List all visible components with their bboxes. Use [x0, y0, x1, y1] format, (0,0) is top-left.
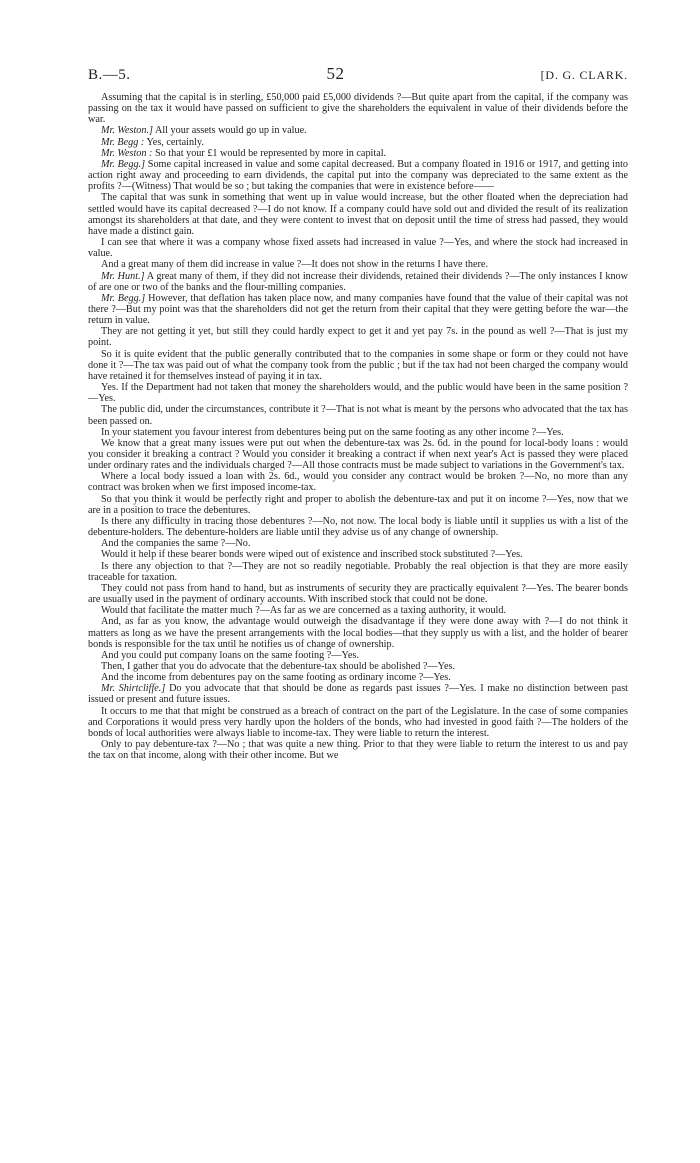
- transcript-paragraph: [88, 192, 628, 237]
- paragraph-text: Would it help if these bearer bonds were wiped out of existence and inscribed stock substituted ?—Yes.: [101, 549, 523, 561]
- paragraph-text: So that your £1 would be represented by more in capital.: [152, 147, 387, 159]
- transcript-body: [88, 92, 628, 761]
- transcript-paragraph: [88, 404, 628, 426]
- paragraph-text: And the companies the same ?—No.: [101, 538, 251, 550]
- speaker-label: Mr. Begg.]: [101, 158, 146, 170]
- transcript-paragraph: [88, 92, 628, 125]
- paragraph-text: They could not pass from hand to hand, but as instruments of security they are practically equivalent ?—Yes. The bearer bonds are usually used in the payment of ordinary accounts. With inscribed stock that could not be done.: [88, 582, 628, 606]
- speaker-label: Mr. Shirtcliffe.]: [101, 683, 166, 695]
- paragraph-text: Yes, certainly.: [144, 136, 204, 148]
- paragraph-text: Is there any difficulty in tracing those debentures ?—No, not now. The local body is liable until it supplies us with a list of the debenture-holders. The debenture-holders are liable until they advise us of any change of ownership.: [88, 515, 628, 539]
- transcript-paragraph: [88, 125, 628, 136]
- paragraph-text: Then, I gather that you do advocate that the debenture-tax should be abolished ?—Yes.: [101, 660, 456, 672]
- transcript-paragraph: [88, 293, 628, 326]
- transcript-paragraph: [88, 538, 628, 549]
- transcript-paragraph: [88, 259, 628, 270]
- transcript-paragraph: [88, 616, 628, 649]
- paragraph-text: And a great many of them did increase in value ?—It does not show in the returns I have there.: [101, 259, 489, 271]
- paragraph-text: Do you advocate that that should be done as regards past issues ?—Yes. I make no distinction between past issued or present and future issues.: [88, 683, 628, 706]
- transcript-paragraph: [88, 561, 628, 583]
- paragraph-text: They are not getting it yet, but still they could hardly expect to get it and yet pay 7s. in the pound as well ?—That is just my point.: [88, 326, 628, 349]
- paragraph-text: And, as far as you know, the advantage would outweigh the disadvantage if they were done away with ?—I do not think it matters as long as we have the present arrangements with the local bodies—that they supply us with a list, and the holder of bearer bonds is responsible for the tax until he notifies us of change of ownership.: [88, 616, 628, 650]
- transcript-paragraph: [88, 706, 628, 739]
- paragraph-text: The public did, under the circumstances, contribute it ?—That is not what is meant by the persons who advocated that the tax has been passed on.: [88, 404, 628, 427]
- document-page: [88, 64, 628, 761]
- page-header: [88, 64, 628, 84]
- paragraph-text: Only to pay debenture-tax ?—No ; that was quite a new thing. Prior to that they were liable to return the interest to us and pay the tax on that income, along with their other income. But we: [88, 739, 628, 762]
- page-number: 52: [326, 64, 345, 83]
- speaker-label: Mr. Weston :: [101, 147, 153, 159]
- witness-name: [D. G. CLARK.: [540, 68, 628, 82]
- paragraph-text: However, that deflation has taken place now, and many companies have found that the value of their capital was not there ?—But my point was that the shareholders did not get the return from their capital that they were getting before the war—the return in value.: [88, 292, 628, 327]
- speaker-label: Mr. Hunt.]: [101, 270, 145, 282]
- transcript-paragraph: [88, 471, 628, 493]
- transcript-paragraph: [88, 159, 628, 192]
- parliamentary-paper-code: B.—5.: [88, 67, 131, 83]
- paragraph-text: Yes. If the Department had not taken that money the shareholders would, and the public would have been in the same position ?—Yes.: [88, 382, 628, 405]
- transcript-paragraph: [88, 427, 628, 438]
- transcript-paragraph: [88, 137, 628, 148]
- transcript-paragraph: [88, 271, 628, 293]
- speaker-label: Mr. Begg.]: [101, 292, 146, 304]
- paragraph-text: Some capital increased in value and some capital decreased. But a company floated in 1916 or 1917, and getting into action right away and proceeding to earn dividends, the capital put into the company was depreciated to the same extent as the profits ?—(Witness) That would be so ; but taking the companies that were in existence before——: [88, 158, 628, 193]
- paragraph-text: A great many of them, if they did not increase their dividends, retained their dividends ?—The only instances I know of are one or two of the banks and the flour-milling companies.: [88, 270, 628, 293]
- transcript-paragraph: [88, 583, 628, 605]
- transcript-paragraph: [88, 683, 628, 705]
- transcript-paragraph: [88, 148, 628, 159]
- transcript-paragraph: [88, 650, 628, 661]
- paragraph-text: And you could put company loans on the same footing ?—Yes.: [101, 649, 359, 661]
- transcript-paragraph: [88, 605, 628, 616]
- paragraph-text: And the income from debentures pay on the same footing as ordinary income ?—Yes.: [101, 672, 451, 684]
- paragraph-text: In your statement you favour interest from debentures being put on the same footing as any other income ?—Yes.: [101, 426, 564, 438]
- transcript-paragraph: [88, 326, 628, 348]
- transcript-paragraph: [88, 672, 628, 683]
- paragraph-text: It occurs to me that that might be construed as a breach of contract on the part of the Legislature. In the case of some companies and Corporations it would press very hardly upon the holders of the bonds, who had invested in good faith ?—The holders of the bonds of local authorities were always liable to income-tax. They were liable to return the interest.: [88, 705, 628, 739]
- paragraph-text: Would that facilitate the matter much ?—As far as we are concerned as a taxing authority, it would.: [101, 605, 507, 617]
- transcript-paragraph: [88, 661, 628, 672]
- transcript-paragraph: [88, 739, 628, 761]
- transcript-paragraph: [88, 237, 628, 259]
- transcript-paragraph: [88, 349, 628, 382]
- speaker-label: Mr. Weston.]: [101, 125, 153, 137]
- paragraph-text: The capital that was sunk in something that went up in value would increase, but the other floated when the depreciation had settled would have its capital decreased ?—I do not know. If a company could have sold out and divided the result of its realization amongst its shareholders at that date, and they were content to invest that on deposit until the time of stress had passed, they would have made a distinct gain.: [88, 192, 628, 237]
- paragraph-text: Assuming that the capital is in sterling, £50,000 paid £5,000 dividends ?—But quite apart from the capital, if the company was passing on the tax it would have passed on sufficient to give the shareholders the equivalent in value of their dividends before the war.: [88, 92, 628, 126]
- transcript-paragraph: [88, 494, 628, 516]
- paragraph-text: So it is quite evident that the public generally contributed that to the companies in some shape or form or they could not have done it ?—The tax was paid out of what the company took from the public ; but if the tax had not been charged the company would have retained it for themselves instead of paying it in tax.: [88, 348, 628, 382]
- paragraph-text: Where a local body issued a loan with 2s. 6d., would you consider any contract would be broken ?—No, no more than any contract was broken when we first imposed income-tax.: [88, 471, 628, 494]
- paragraph-text: All your assets would go up in value.: [152, 125, 307, 137]
- paragraph-text: We know that a great many issues were put out when the debenture-tax was 2s. 6d. in the pound for local-body loans : would you consider it breaking a contract ? Would you consider it breaking a contract if when next year's Act is passed they were placed under ordinary rates and the individuals charged ?—All those contracts must be made subject to variations in the Government's tax.: [88, 437, 628, 472]
- paragraph-text: I can see that where it was a company whose fixed assets had increased in value ?—Yes, and where the stock had increased in value.: [88, 237, 628, 260]
- transcript-paragraph: [88, 516, 628, 538]
- transcript-paragraph: [88, 382, 628, 404]
- speaker-label: Mr. Begg :: [101, 136, 145, 148]
- transcript-paragraph: [88, 438, 628, 471]
- transcript-paragraph: [88, 549, 628, 560]
- paragraph-text: Is there any objection to that ?—They are not so readily negotiable. Probably the real objection is that they are more easily traceable for taxation.: [88, 560, 628, 583]
- paragraph-text: So that you think it would be perfectly right and proper to abolish the debenture-tax and put it on income ?—Yes, now that we are in a position to trace the debentures.: [88, 493, 628, 516]
